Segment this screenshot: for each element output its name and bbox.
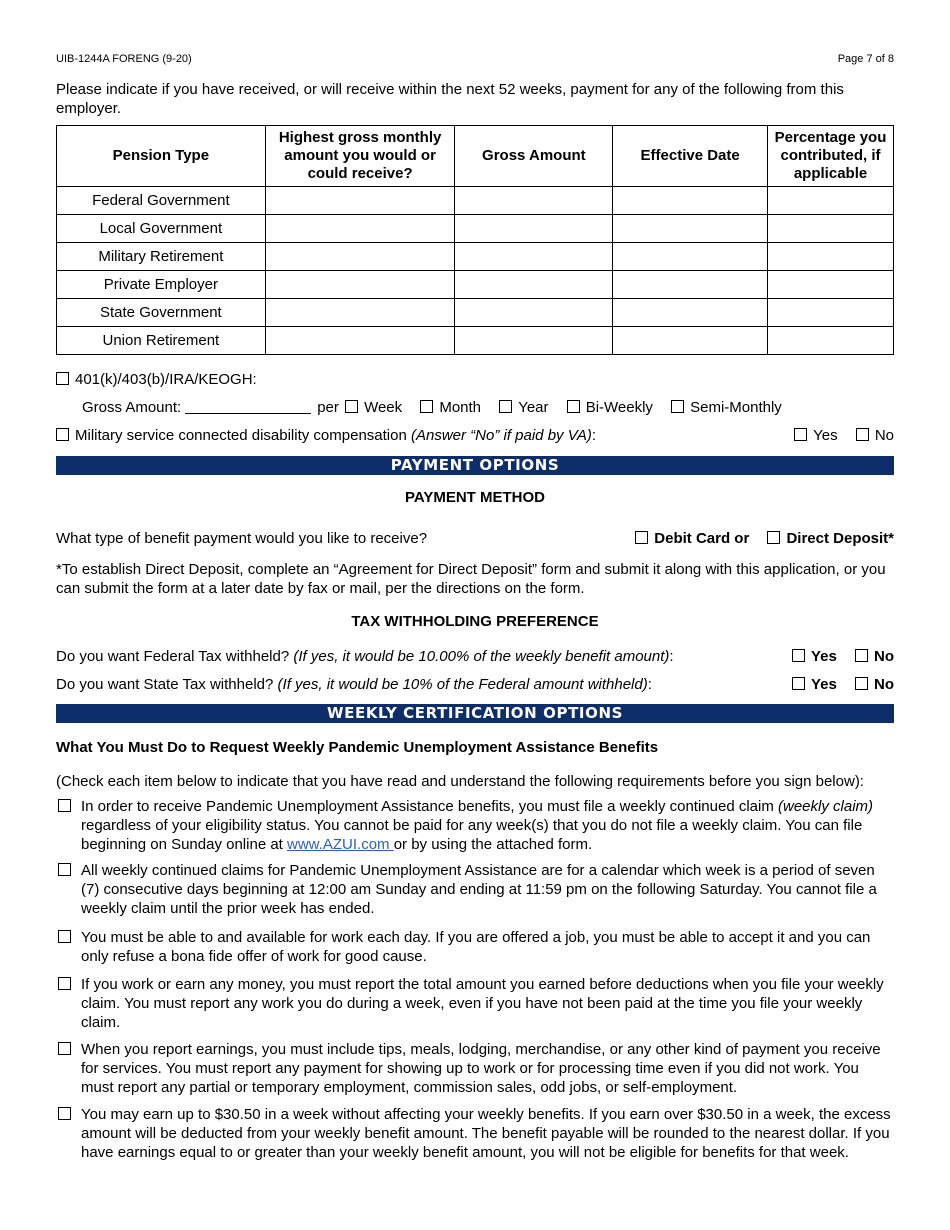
state-yes-label: Yes <box>810 676 837 693</box>
input-cell[interactable] <box>265 187 455 215</box>
intro-text: Please indicate if you have received, or will receive within the next 52 weeks, payment for any of the following from this employer. <box>56 81 844 117</box>
weekly-certification-bar: WEEKLY CERTIFICATION OPTIONS <box>56 704 894 723</box>
payment-options-bar: PAYMENT OPTIONS <box>56 456 894 475</box>
certification-item-3 <box>56 928 894 966</box>
state-no[interactable] <box>855 676 894 693</box>
input-cell[interactable] <box>768 327 894 355</box>
state-yes-no <box>792 676 894 693</box>
input-cell[interactable] <box>768 271 894 299</box>
direct-deposit-option[interactable] <box>767 530 894 547</box>
state-no-label: No <box>874 676 894 693</box>
input-cell[interactable] <box>613 243 768 271</box>
weekly-heading: What You Must Do to Request Weekly Pandemic Unemployment Assistance Benefits <box>56 739 659 756</box>
input-cell[interactable] <box>768 187 894 215</box>
certification-checkbox-1[interactable] <box>58 799 71 812</box>
certification-checkbox-3[interactable] <box>58 930 71 943</box>
freq-semimonthly[interactable] <box>671 399 782 416</box>
freq-semimonthly-label: Semi-Monthly <box>690 399 782 416</box>
input-cell[interactable] <box>768 299 894 327</box>
tax-heading: TAX WITHHOLDING PREFERENCE <box>351 613 599 630</box>
column-header: Effective Date <box>613 126 768 187</box>
state-tax-suffix: : <box>647 676 652 693</box>
direct-deposit-note: *To establish Direct Deposit, complete an “Agreement for Direct Deposit” form and submit it along with this application, or you can submit the form at a later date by fax or mail, per the directions on the form. <box>56 561 886 597</box>
federal-yes-no <box>792 648 894 665</box>
table-row <box>57 243 894 271</box>
input-cell[interactable] <box>613 299 768 327</box>
certification-item-1 <box>56 797 894 854</box>
military-note: (Answer “No” if paid by VA) <box>410 427 592 444</box>
item1-text-d: or by using the attached form. <box>393 836 593 853</box>
freq-year-label: Year <box>518 399 549 416</box>
input-cell[interactable] <box>455 243 613 271</box>
military-yes-no <box>794 427 894 444</box>
gross-amount-field[interactable] <box>185 413 311 414</box>
freq-biweekly-checkbox[interactable] <box>567 400 580 413</box>
gross-amount-label: Gross Amount: <box>82 399 182 416</box>
table-row <box>57 299 894 327</box>
military-no-label: No <box>874 427 894 444</box>
federal-no-checkbox[interactable] <box>855 649 868 662</box>
freq-week-checkbox[interactable] <box>345 400 358 413</box>
payment-question-row <box>56 530 894 547</box>
form-id: UIB-1244A FORENG (9-20) <box>56 53 192 65</box>
gross-amount-row <box>82 399 894 416</box>
pension-type-cell: Local Government <box>57 215 266 243</box>
federal-tax-note: (If yes, it would be 10.00% of the weekly benefit amount) <box>293 648 670 665</box>
input-cell[interactable] <box>265 271 455 299</box>
column-header: Percentage you contributed, if applicable <box>768 126 894 187</box>
certification-text-2: All weekly continued claims for Pandemic Unemployment Assistance are for a calendar which week is a period of seven (7) consecutive days beginning at 12:00 am Sunday and ending at 11:59 pm on the following Saturday. You cannot file a weekly claim until the prior week has ended. <box>81 862 877 917</box>
freq-biweekly-label: Bi-Weekly <box>585 399 653 416</box>
input-cell[interactable] <box>613 271 768 299</box>
debit-card-label: Debit Card or <box>654 530 750 547</box>
table-row <box>57 215 894 243</box>
freq-month[interactable] <box>420 399 481 416</box>
input-cell[interactable] <box>265 215 455 243</box>
military-yes-label: Yes <box>813 427 838 444</box>
military-suffix: : <box>591 427 597 444</box>
column-header: Highest gross monthly amount you would or could receive? <box>265 126 455 187</box>
freq-month-checkbox[interactable] <box>420 400 433 413</box>
federal-no-label: No <box>874 648 894 665</box>
item1-text-b: (weekly claim) <box>778 798 874 815</box>
input-cell[interactable] <box>455 271 613 299</box>
freq-month-label: Month <box>439 399 482 416</box>
certification-item-2 <box>56 861 894 918</box>
state-yes[interactable] <box>792 676 837 693</box>
azui-link[interactable]: www.AZUI.com <box>287 836 394 853</box>
table-row <box>57 271 894 299</box>
federal-yes-checkbox[interactable] <box>792 649 805 662</box>
certification-item-4 <box>56 975 894 1032</box>
military-yes-checkbox[interactable] <box>794 428 807 441</box>
certification-item-5 <box>56 1040 894 1097</box>
military-row <box>56 427 894 444</box>
input-cell[interactable] <box>455 327 613 355</box>
freq-week[interactable] <box>345 399 402 416</box>
table-row <box>57 327 894 355</box>
input-cell[interactable] <box>768 243 894 271</box>
input-cell[interactable] <box>265 243 455 271</box>
certification-text-1 <box>81 797 894 854</box>
payment-method-heading: PAYMENT METHOD <box>404 489 545 506</box>
column-header: Gross Amount <box>455 126 613 187</box>
federal-tax-question: Do you want Federal Tax withheld? <box>56 648 294 665</box>
pension-type-cell: State Government <box>57 299 266 327</box>
certification-text-6: You may earn up to $30.50 in a week without affecting your weekly benefits. If you earn over $30.50 in a week, the excess amount will be deducted from your weekly benefit amount. The benefit payable will be rounded to the nearest dollar. If you have earnings equal to or greater than your weekly benefit amount, you will not be eligible for benefits for that week. <box>81 1106 891 1161</box>
input-cell[interactable] <box>455 299 613 327</box>
federal-no[interactable] <box>855 648 894 665</box>
payment-question: What type of benefit payment would you like to receive? <box>56 530 428 547</box>
state-tax-note: (If yes, it would be 10% of the Federal amount withheld) <box>277 676 648 693</box>
pension-type-cell: Private Employer <box>57 271 266 299</box>
input-cell[interactable] <box>265 299 455 327</box>
debit-card-checkbox[interactable] <box>635 531 648 544</box>
certification-checkbox-2[interactable] <box>58 863 71 876</box>
retirement-row <box>56 371 894 388</box>
debit-card-option[interactable] <box>635 530 749 547</box>
freq-week-label: Week <box>364 399 403 416</box>
pension-type-cell: Union Retirement <box>57 327 266 355</box>
federal-tax-row <box>56 648 894 665</box>
certification-text-3: You must be able to and available for work each day. If you are offered a job, you must be able to accept it and you can only refuse a bona fide offer of work for good cause. <box>81 929 871 965</box>
certification-checkbox-5[interactable] <box>58 1042 71 1055</box>
retirement-label: 401(k)/403(b)/IRA/KEOGH: <box>75 371 257 388</box>
freq-year[interactable] <box>499 399 548 416</box>
military-no-checkbox[interactable] <box>856 428 869 441</box>
state-tax-question: Do you want State Tax withheld? <box>56 676 278 693</box>
freq-biweekly[interactable] <box>567 399 653 416</box>
state-no-checkbox[interactable] <box>855 677 868 690</box>
pension-table <box>56 125 894 355</box>
pension-type-cell: Federal Government <box>57 187 266 215</box>
input-cell[interactable] <box>613 187 768 215</box>
column-header: Pension Type <box>57 126 266 187</box>
pension-type-cell: Military Retirement <box>57 243 266 271</box>
military-no[interactable] <box>856 427 894 444</box>
item1-text-c: regardless of your eligibility status. You cannot be paid for any week(s) that you do not file a weekly claim. You can file beginning on Sunday online at <box>81 817 863 853</box>
table-row <box>57 187 894 215</box>
input-cell[interactable] <box>265 327 455 355</box>
page-number: Page 7 of 8 <box>837 53 894 65</box>
input-cell[interactable] <box>613 215 768 243</box>
military-checkbox[interactable] <box>56 428 69 441</box>
federal-tax-suffix: : <box>669 648 674 665</box>
certification-checkbox-6[interactable] <box>58 1107 71 1120</box>
military-label: Military service connected disability compensation <box>75 427 411 444</box>
freq-year-checkbox[interactable] <box>499 400 512 413</box>
retirement-checkbox[interactable] <box>56 372 69 385</box>
certification-item-6 <box>56 1105 894 1162</box>
freq-semimonthly-checkbox[interactable] <box>671 400 684 413</box>
federal-yes-label: Yes <box>810 648 837 665</box>
input-cell[interactable] <box>455 187 613 215</box>
direct-deposit-label: Direct Deposit* <box>786 530 894 547</box>
table-header-row <box>57 126 894 187</box>
certification-text-4: If you work or earn any money, you must report the total amount you earned before deductions when you file your weekly claim. You must report any work you do during a week, even if you have not been paid at the time you file your weekly claim. <box>81 976 884 1031</box>
per-label: per <box>317 399 339 416</box>
certification-checkbox-4[interactable] <box>58 977 71 990</box>
input-cell[interactable] <box>768 215 894 243</box>
input-cell[interactable] <box>613 327 768 355</box>
payment-choices <box>635 530 894 547</box>
input-cell[interactable] <box>455 215 613 243</box>
state-tax-row <box>56 676 894 693</box>
certification-text-5: When you report earnings, you must include tips, meals, lodging, merchandise, or any other kind of payment you receive for services. You must report any payment for showing up to work or for processing time even if you did not work. You must report any partial or temporary employment, commission sales, odd jobs, or self-employment. <box>81 1041 881 1096</box>
item1-text-a: In order to receive Pandemic Unemployment Assistance benefits, you must file a weekly continued claim <box>81 798 779 815</box>
military-yes[interactable] <box>794 427 837 444</box>
federal-yes[interactable] <box>792 648 837 665</box>
weekly-instruction: (Check each item below to indicate that you have read and understand the following requirements before you sign below): <box>56 773 864 790</box>
state-yes-checkbox[interactable] <box>792 677 805 690</box>
direct-deposit-checkbox[interactable] <box>767 531 780 544</box>
